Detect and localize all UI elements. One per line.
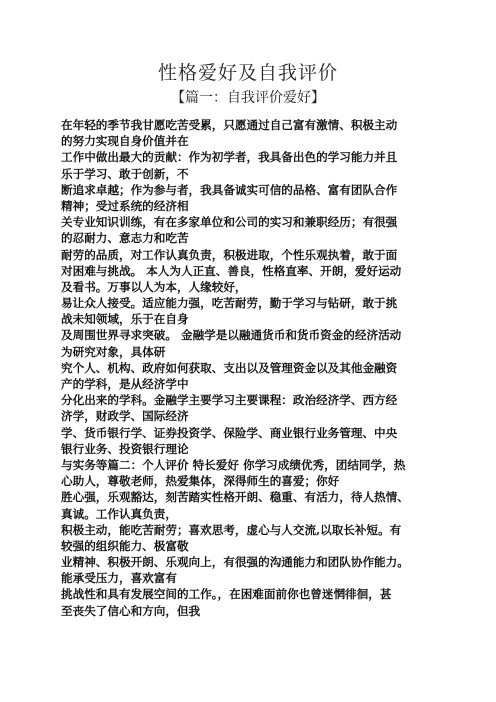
text-line: 的忍耐力、意志力和吃苦: [61, 231, 189, 246]
text-line: 积极主动，能吃苦耐劳；喜欢思考，虚心与人交流,以取长补短。有: [61, 522, 402, 537]
text-line: 在年轻的季节我甘愿吃苦受累，只愿通过自己富有激情、积极主动: [61, 118, 398, 132]
text-line: 心助人，尊敬老师，热爱集体，深得师生的喜爱；你好: [61, 474, 340, 489]
text-line: 较强的组织能力、极富敬: [61, 538, 189, 553]
text-line: 学、货币银行学、证券投资学、保险学、商业银行业务管理、中央: [61, 425, 398, 440]
text-line: 分化出来的学科。金融学主要学习主要课程：政治经济学、西方经: [61, 393, 398, 408]
section-heading: 【篇一：自我评价爱好】: [171, 90, 325, 106]
text-line: 业精神、积极开朗、乐观向上，有很强的沟通能力和团队协作能力。: [61, 555, 409, 570]
text-line: 挑战性和具有发展空间的工作。，在困难面前你也曾迷惘徘徊，甚: [61, 587, 392, 602]
text-line: 与实务等篇二：个人评价 特长爱好 你学习成绩优秀，团结同学，热: [61, 457, 406, 472]
text-line: 及周围世界寻求突破。 金融学是以融通货币和货币资金的经济活动: [61, 328, 402, 343]
text-line: 济学，财政学、国际经济: [61, 409, 189, 424]
text-line: 易让众人接受。适应能力强，吃苦耐劳，勤于学习与钻研，敢于挑: [61, 296, 398, 311]
text-line: 对困难与挑战。 本人为人正直、善良，性格直率、开朗，爱好运动: [61, 263, 402, 278]
text-line: 关专业知识训练，有在多家单位和公司的实习和兼职经历；有很强: [61, 215, 398, 230]
text-line: 为研究对象，具体研: [61, 344, 166, 359]
document-title: 性格爱好及自我评价: [157, 62, 338, 84]
text-line: 产的学科，是从经济学中: [61, 377, 189, 391]
text-line: 工作中做出最大的贡献：作为初学者，我具备出色的学习能力并且: [61, 150, 398, 165]
text-line: 及看书。万事以人为本，人缘较好，: [61, 279, 247, 294]
text-line: 精神；受过系统的经济相: [61, 198, 189, 213]
text-line: 真诚。工作认真负责，: [61, 506, 177, 521]
text-line: 胜心强，乐观豁达，刻苦踏实性格开朗、稳重、有活力，待人热情、: [61, 490, 409, 505]
text-line: 至丧失了信心和方向，但我: [61, 603, 201, 618]
text-line: 乐于学习、敢于创新，不: [61, 166, 189, 181]
text-line: 银行业务、投资银行理论: [61, 441, 189, 456]
body-text: [61, 117, 443, 619]
text-line: 能承受压力，喜欢富有: [61, 571, 177, 586]
text-line: 究个人、机构、政府如何获取、支出以及管理资金以及其他金融资: [61, 360, 398, 375]
text-line: 战未知领域，乐于在自身: [61, 312, 189, 327]
text-line: 断追求卓越；作为参与者，我具备诚实可信的品格、富有团队合作: [61, 182, 398, 197]
text-line: 的努力实现自身价值并在: [61, 134, 189, 149]
text-line: 耐劳的品质，对工作认真负责，积极进取，个性乐观执着，敢于面: [61, 247, 398, 262]
